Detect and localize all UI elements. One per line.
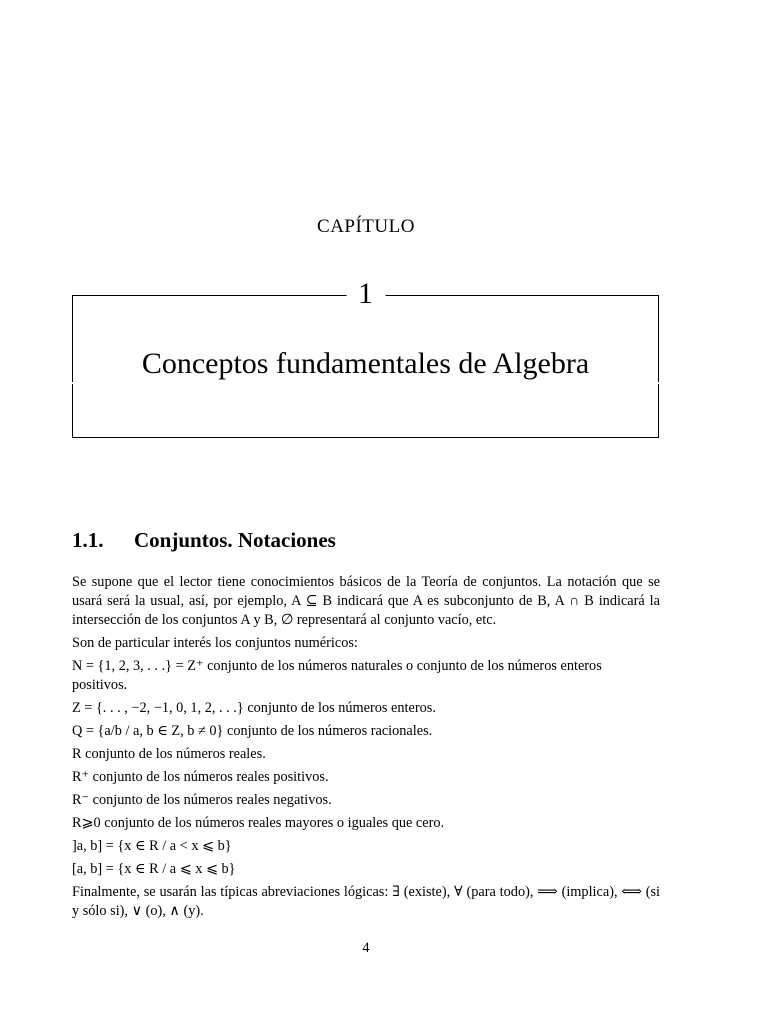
line-half-open-interval: ]a, b] = {x ∈ R / a < x ⩽ b}	[72, 838, 232, 854]
section-heading	[72, 528, 336, 553]
chapter-title: Conceptos fundamentales de Algebra	[141, 347, 590, 380]
section-title: Conjuntos. Notaciones	[134, 528, 336, 552]
line-negative-reals: R⁻ conjunto de los números reales negativos.	[72, 792, 332, 808]
line-integers: Z = {. . . , −2, −1, 0, 1, 2, . . .} conjunto de los números enteros.	[72, 700, 436, 716]
numeric-sets-intro: Son de particular interés los conjuntos numéricos:	[72, 635, 358, 651]
line-closed-interval: [a, b] = {x ∈ R / a ⩽ x ⩽ b}	[72, 861, 236, 877]
page-number: 4	[362, 940, 370, 956]
line-logic-abbreviations: Finalmente, se usarán las típicas abreviaciones lógicas: ∃ (existe), ∀ (para todo), ⟹ (implica), ⟺ (si y sólo si), ∨ (o), ∧ (y).	[72, 884, 660, 919]
line-reals: R conjunto de los números reales.	[72, 746, 266, 762]
box-right-tick	[658, 352, 659, 382]
line-positive-reals: R⁺ conjunto de los números reales positivos.	[72, 769, 329, 785]
line-naturals: N = {1, 2, 3, . . .} = Z⁺ conjunto de los números naturales o conjunto de los números enteros positivos.	[72, 658, 602, 693]
line-nonnegative-reals: R⩾0 conjunto de los números reales mayores o iguales que cero.	[72, 815, 445, 831]
line-rationals: Q = {a/b / a, b ∈ Z, b ≠ 0} conjunto de los números racionales.	[72, 723, 433, 739]
section-number: 1.1.	[72, 528, 104, 552]
chapter-label: CAPÍTULO	[317, 216, 415, 237]
chapter-title-box	[72, 277, 659, 438]
intro-paragraph: Se supone que el lector tiene conocimientos básicos de la Teoría de conjuntos. La notación que se usará será la usual, así, por ejemplo, A ⊆ B indicará que A es subconjunto de B, A ∩ B indicará la intersección de los conjuntos A y B, ∅ representará al conjunto vacío, etc.	[72, 574, 660, 628]
chapter-number: 1	[346, 274, 385, 314]
section-body	[72, 573, 660, 921]
